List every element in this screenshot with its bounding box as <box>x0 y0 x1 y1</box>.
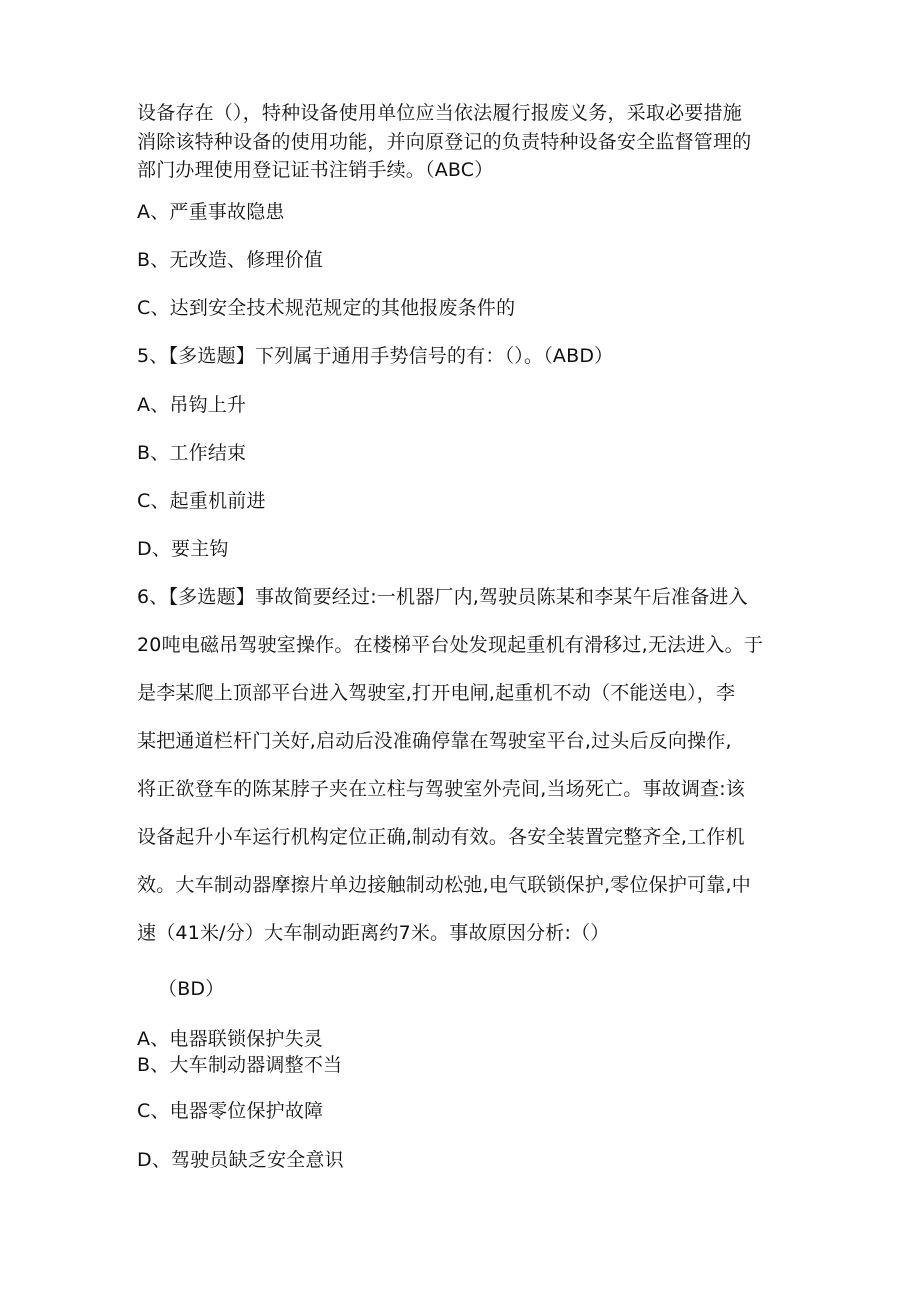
q4-stem-line-1: 设备存在（），特种设备使用单位应当依法履行报废义务，采取必要措施 <box>137 102 742 124</box>
q4-option-c: C、达到安全技术规范规定的其他报废条件的 <box>137 297 516 319</box>
q4-option-b: B、无改造、修理价值 <box>137 249 324 271</box>
q6-stem-line-2: 20吨电磁吊驾驶室操作。在楼梯平台处发现起重机有滑移过,无法进入。于 <box>137 634 764 656</box>
q6-option-d: D、驾驶员缺乏安全意识 <box>137 1149 344 1171</box>
q5-option-d: D、要主钩 <box>137 538 229 560</box>
q6-stem-line-8: 速（41米/分）大车制动距离约7米。事故原因分析:（） <box>137 922 610 944</box>
q6-option-c: C、电器零位保护故障 <box>137 1100 324 1122</box>
q5-option-c: C、起重机前进 <box>137 490 266 512</box>
q6-stem-line-4: 某把通道栏杆门关好,启动后没准确停靠在驾驶室平台,过头后反向操作, <box>137 730 732 752</box>
q4-stem-line-2: 消除该特种设备的使用功能，并向原登记的负责特种设备安全监督管理的 <box>137 131 752 153</box>
q6-stem-line-3: 是李某爬上顶部平台进入驾驶室,打开电闸,起重机不动（不能送电），李 <box>137 682 736 704</box>
q6-stem-line-1: 6、【多选题】事故简要经过:一机器厂内,驾驶员陈某和李某午后准备进入 <box>137 586 748 608</box>
q6-stem-line-6: 设备起升小车运行机构定位正确,制动有效。各安全装置完整齐全,工作机 <box>137 826 745 848</box>
q6-option-a: A、电器联锁保护失灵 <box>137 1028 323 1050</box>
q4-stem-line-3: 部门办理使用登记证书注销手续。（ABC） <box>137 159 494 181</box>
q6-option-b: B、大车制动器调整不当 <box>137 1054 343 1076</box>
q5-option-b: B、工作结束 <box>137 442 247 464</box>
q6-stem-line-7: 效。大车制动器摩擦片单边接触制动松弛,电气联锁保护,零位保护可靠,中 <box>137 874 751 896</box>
q6-answer: （BD） <box>158 978 225 1000</box>
q4-option-a: A、严重事故隐患 <box>137 201 285 223</box>
q5-stem: 5、【多选题】下列属于通用手势信号的有：（）。（ABD） <box>137 345 614 367</box>
q5-option-a: A、吊钩上升 <box>137 394 247 416</box>
q6-stem-line-5: 将正欲登车的陈某脖子夹在立柱与驾驶室外壳间,当场死亡。事故调查:该 <box>137 778 746 800</box>
